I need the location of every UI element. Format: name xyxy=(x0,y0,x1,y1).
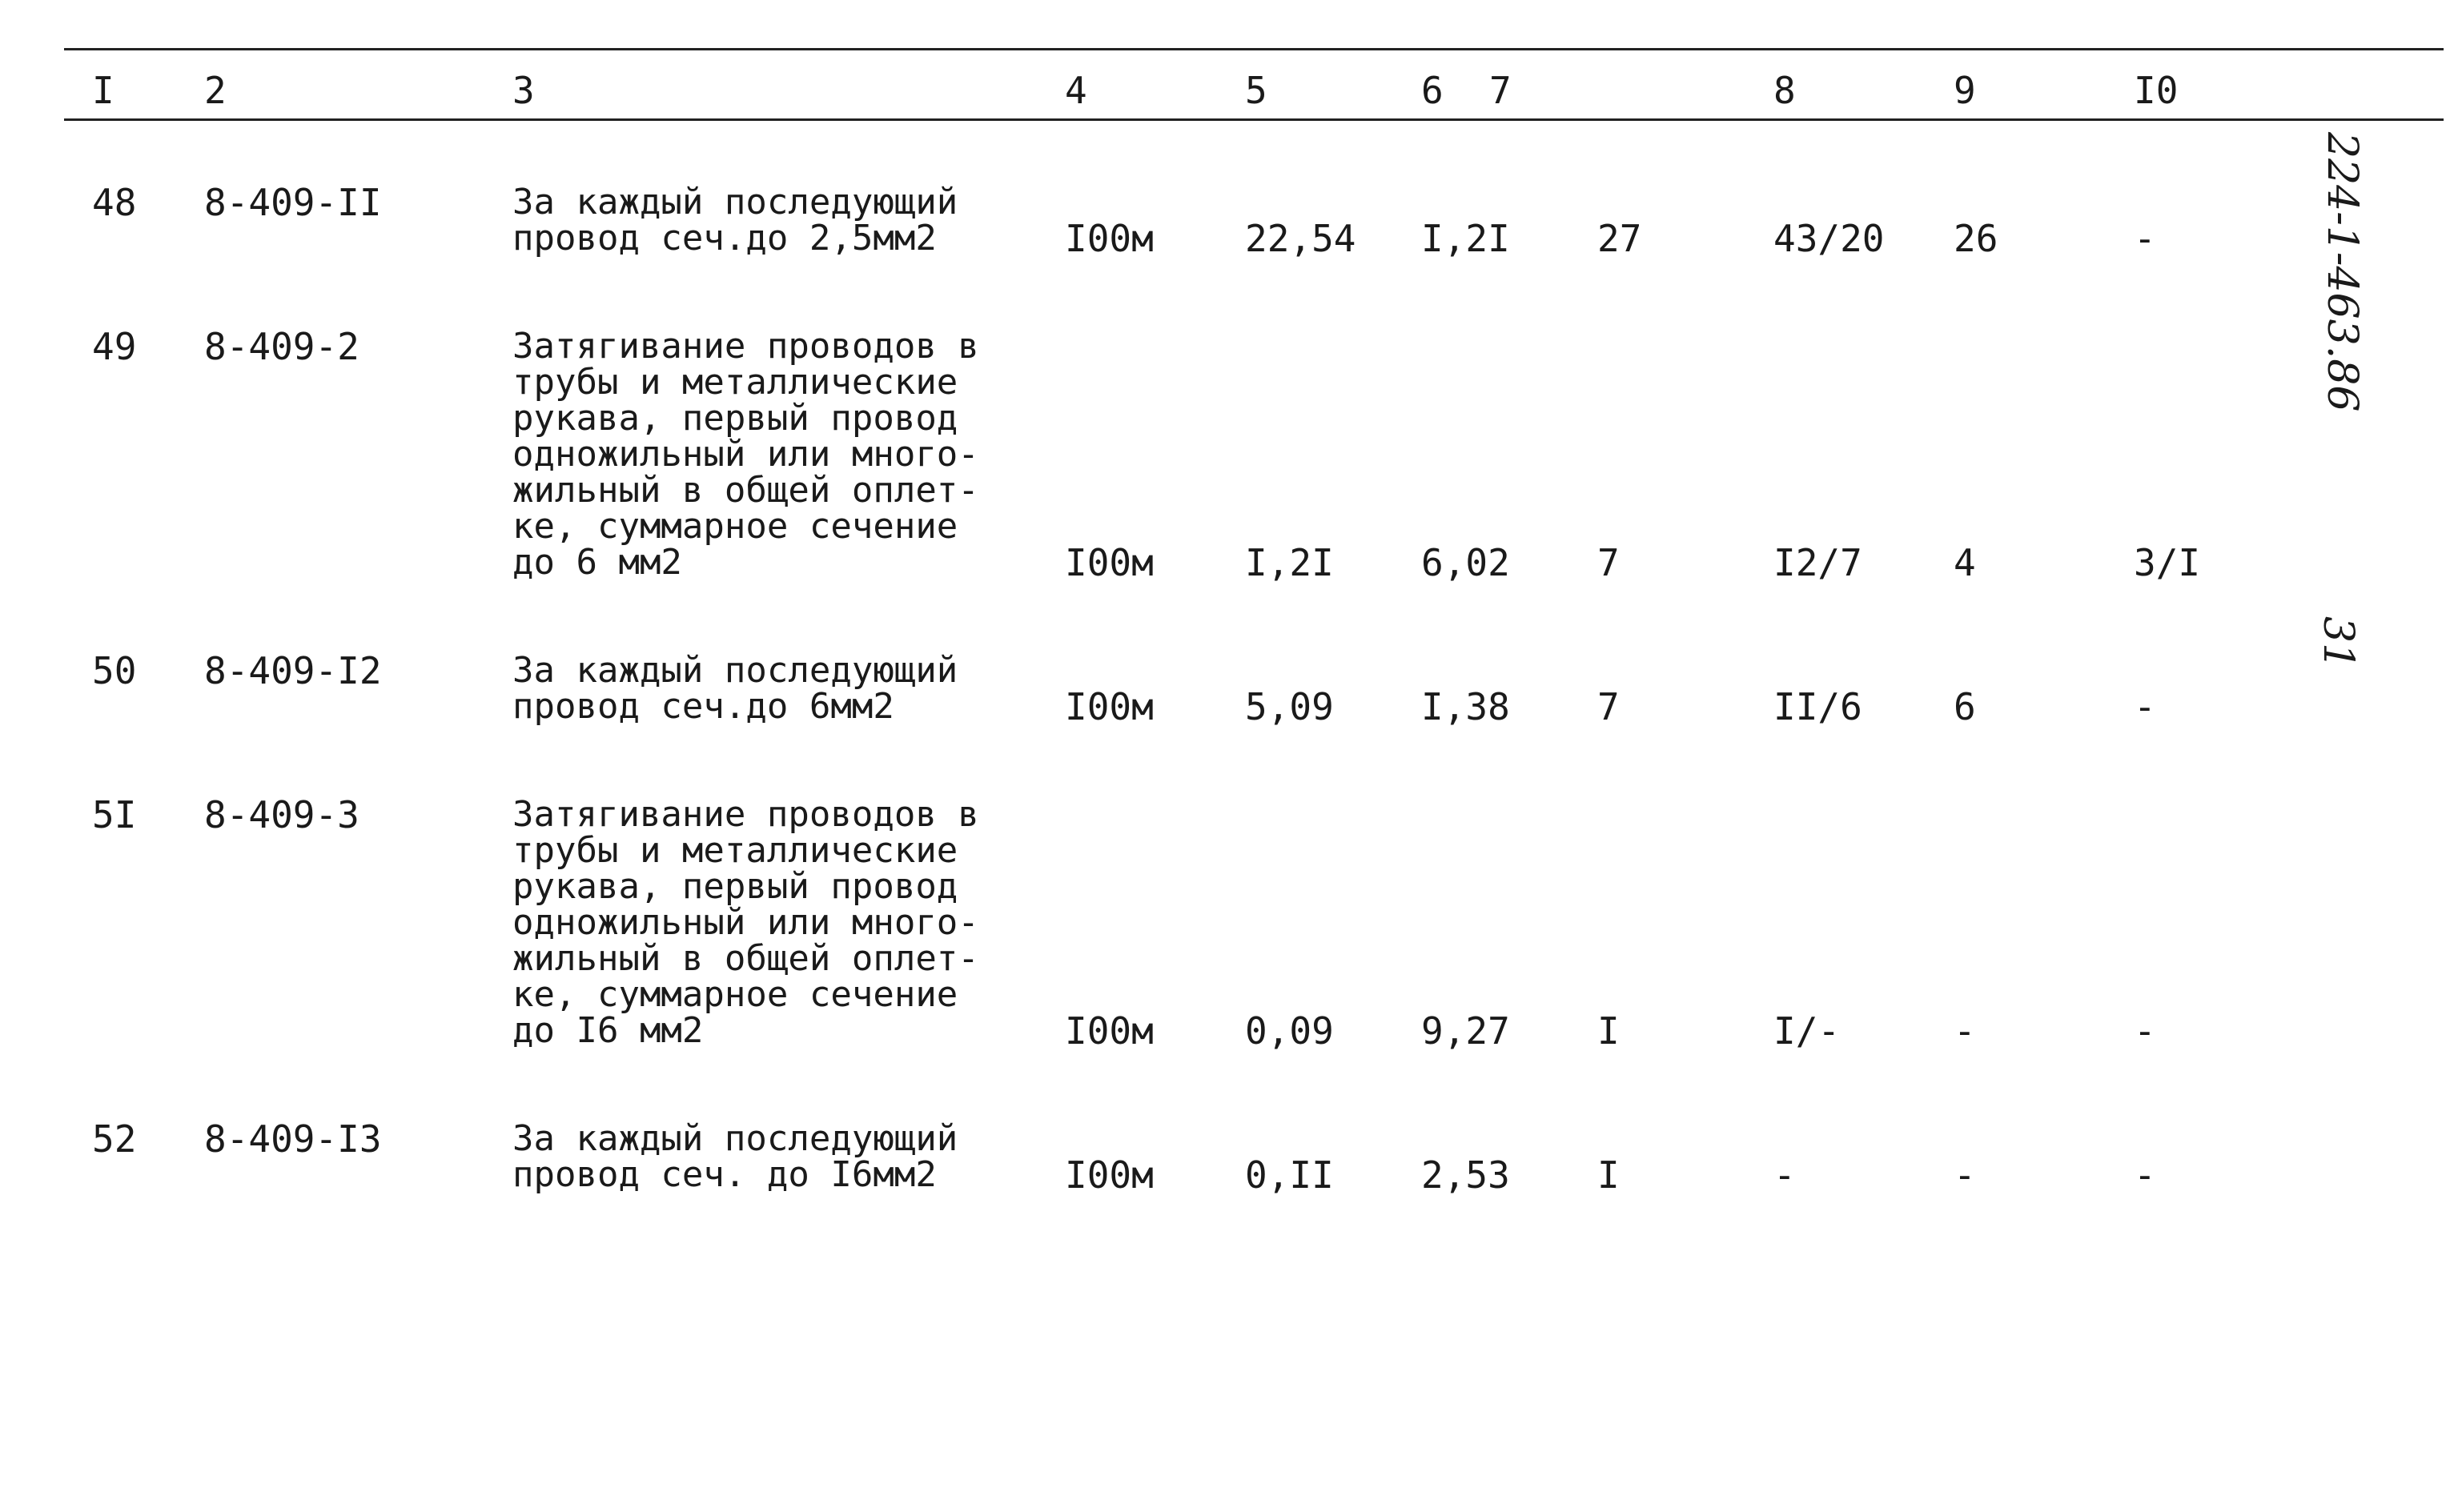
header-underline xyxy=(64,118,2444,121)
column-9-value: 6 xyxy=(1954,685,1976,728)
work-description: За каждый последующий провод сеч.до 2,5мм2 xyxy=(512,182,958,259)
rate-code: 8-409-2 xyxy=(204,325,359,368)
work-description: За каждый последующий провод сеч. до I6мм2 xyxy=(512,1118,958,1195)
column-7-value: 27 xyxy=(1597,217,1642,260)
column-header-4: 4 xyxy=(1065,69,1087,112)
column-10-value: - xyxy=(2134,217,2156,260)
column-header-10: I0 xyxy=(2134,69,2179,112)
unit: I00м xyxy=(1065,1153,1154,1197)
row-number: 52 xyxy=(92,1117,137,1161)
row-number: 50 xyxy=(92,649,137,692)
column-6-value: 2,53 xyxy=(1421,1153,1510,1197)
column-header-7: 7 xyxy=(1489,69,1512,112)
column-5-value: 22,54 xyxy=(1245,217,1356,260)
page-number-note: 31 xyxy=(2314,616,2362,670)
column-8-value: I/- xyxy=(1773,1009,1841,1053)
column-10-value: - xyxy=(2134,685,2156,728)
unit: I00м xyxy=(1065,217,1154,260)
column-5-value: 0,09 xyxy=(1245,1009,1334,1053)
rate-code: 8-409-I2 xyxy=(204,649,382,692)
column-10-value: - xyxy=(2134,1153,2156,1197)
column-header-8: 8 xyxy=(1773,69,1796,112)
document-code-note: 224-1-463.86 xyxy=(2318,132,2366,412)
unit: I00м xyxy=(1065,541,1154,584)
table-top-rule xyxy=(64,48,2444,50)
column-8-value: - xyxy=(1773,1153,1796,1197)
column-7-value: I xyxy=(1597,1009,1620,1053)
column-6-value: 9,27 xyxy=(1421,1009,1510,1053)
column-5-value: 5,09 xyxy=(1245,685,1334,728)
column-header-3: 3 xyxy=(512,69,535,112)
work-description: Затягивание проводов в трубы и металлические рукава, первый провод одножильный или много- жильный в общей оплет- ке, суммарное сечение до 6 мм2 xyxy=(512,326,979,583)
row-number: 5I xyxy=(92,793,137,836)
column-header-5: 5 xyxy=(1245,69,1267,112)
column-header-9: 9 xyxy=(1954,69,1976,112)
column-header-2: 2 xyxy=(204,69,227,112)
work-description: За каждый последующий провод сеч.до 6мм2 xyxy=(512,650,958,727)
work-description: Затягивание проводов в трубы и металлические рукава, первый провод одножильный или много- жильный в общей оплет- ке, суммарное сечение до I6 мм2 xyxy=(512,794,979,1051)
column-8-value: II/6 xyxy=(1773,685,1862,728)
row-number: 49 xyxy=(92,325,137,368)
column-7-value: 7 xyxy=(1597,685,1620,728)
column-8-value: 43/20 xyxy=(1773,217,1885,260)
rate-code: 8-409-3 xyxy=(204,793,359,836)
column-9-value: 4 xyxy=(1954,541,1976,584)
column-10-value: - xyxy=(2134,1009,2156,1053)
column-8-value: I2/7 xyxy=(1773,541,1862,584)
column-6-value: I,2I xyxy=(1421,217,1510,260)
column-7-value: 7 xyxy=(1597,541,1620,584)
column-9-value: 26 xyxy=(1954,217,1998,260)
column-9-value: - xyxy=(1954,1009,1976,1053)
row-number: 48 xyxy=(92,181,137,224)
column-10-value: 3/I xyxy=(2134,541,2201,584)
column-5-value: I,2I xyxy=(1245,541,1334,584)
column-7-value: I xyxy=(1597,1153,1620,1197)
column-6-value: I,38 xyxy=(1421,685,1510,728)
unit: I00м xyxy=(1065,1009,1154,1053)
column-9-value: - xyxy=(1954,1153,1976,1197)
unit: I00м xyxy=(1065,685,1154,728)
rate-code: 8-409-II xyxy=(204,181,382,224)
rate-code: 8-409-I3 xyxy=(204,1117,382,1161)
column-5-value: 0,II xyxy=(1245,1153,1334,1197)
column-header-1: I xyxy=(92,69,114,112)
column-header-6: 6 xyxy=(1421,69,1444,112)
column-6-value: 6,02 xyxy=(1421,541,1510,584)
